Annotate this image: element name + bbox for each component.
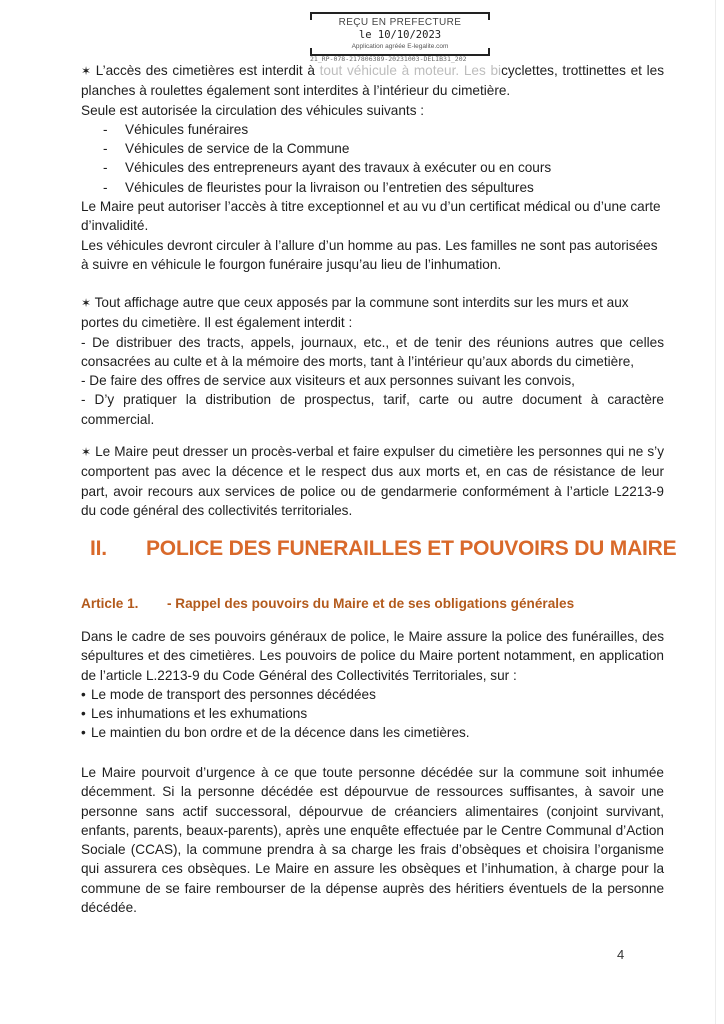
burial-obligation-paragraph: Le Maire pourvoit d’urgence à ce que toute personne décédée sur la commune soit inhumée décemment. Si la personne décédée est dépourvue de ressources suffisantes, à savoir une personne sans actif successoral, dépourvue de créanciers alimentaires (conjoint survivant, enfants, parents, beaux-parents), après une enquête effectuée par le Centre Communal d’Action Sociale (CCAS), la commune prendra à sa charge les frais d’obsèques et choisira l’organisme qui assurera ces obsèques. Le Maire en assure les obsèques et l’inhumation, à charge pour la commune de se faire rembourser de la dépense auprès des héritiers éventuels de la personne décédée.	[81, 765, 664, 916]
bullet-icon: •	[81, 706, 86, 722]
list-item: • Le maintien du bon ordre et de la décence dans les cimetières.	[81, 723, 664, 742]
prefecture-stamp	[310, 8, 490, 50]
stamp-border-top	[310, 12, 490, 14]
vehicle-access-section	[81, 61, 664, 274]
list-item: • Les inhumations et les exhumations	[81, 704, 664, 723]
page-number: 4	[617, 947, 625, 962]
posting-rule-item: - De distribuer des tracts, appels, journaux, etc., et de tenir des réunions autres que celles consacrées au culte et à la mémoire des morts, tant à l’intérieur qu’aux abords du cimetière,	[81, 334, 664, 369]
vehicle-speed-paragraph: Les véhicules devront circuler à l’allure d’un homme au pas. Les familles ne sont pas autorisées à suivre en véhicule le fourgon funéraire jusqu’au lieu de l’inhumation.	[81, 237, 658, 272]
article-title: - Rappel des pouvoirs du Maire et de ses obligations générales	[167, 596, 575, 611]
asterisk-icon: ✶	[81, 296, 92, 310]
allowed-vehicles-intro: Seule est autorisée la circulation des véhicules suivants :	[81, 102, 425, 118]
list-item: - Véhicules de service de la Commune	[81, 139, 664, 158]
mayor-powers-list	[81, 685, 664, 743]
posting-rule-item: - D’y pratiquer la distribution de prospectus, tarif, carte ou autre document à caractère commercial.	[81, 392, 664, 427]
section-title: POLICE DES FUNERAILLES ET POUVOIRS DU MAIRE	[146, 537, 677, 560]
exceptional-access-paragraph: Le Maire peut autoriser l’accès à titre exceptionnel et au vu d’un certificat médical ou d’une carte d’invalidité.	[81, 199, 661, 234]
bullet-icon: •	[81, 686, 86, 702]
asterisk-icon: ✶	[81, 64, 92, 78]
section-number: II.	[90, 537, 107, 560]
stamp-date: le 10/10/2023	[358, 29, 442, 41]
article-number: Article 1.	[81, 596, 139, 611]
article-body	[81, 627, 664, 743]
dash-bullet: -	[103, 121, 108, 137]
vehicle-access-paragraph: ✶ L’accès des cimetières est interdit à tout véhicule à moteur. Les bicyclettes, trottinettes et les planches à roulettes également sont interdites à l’intérieur du cimetière.	[81, 63, 665, 99]
posting-rules-intro: ✶ Tout affichage autre que ceux apposés par la commune sont interdits sur les murs et aux portes du cimetière. Il est également interdit :	[81, 295, 629, 331]
dash-bullet: -	[103, 160, 108, 176]
posting-rules-section	[81, 293, 664, 429]
stamp-title: REÇU EN PREFECTURE	[338, 17, 462, 28]
bullet-icon: •	[81, 725, 86, 741]
police-report-section	[81, 442, 664, 520]
list-item: - Véhicules de fleuristes pour la livraison ou l’entretien des sépultures	[81, 178, 664, 197]
list-item: - Véhicules funéraires	[81, 120, 664, 139]
dash-bullet: -	[103, 179, 108, 195]
list-item: - Véhicules des entrepreneurs ayant des travaux à exécuter ou en cours	[81, 158, 664, 177]
police-report-paragraph: ✶ Le Maire peut dresser un procès-verbal et faire expulser du cimetière les personnes qui ne s’y comportent pas avec la décence et le respect dus aux morts et, en cas de résistance de leur part, avoir recours aux services de police ou de gendarmerie conformément à l’article L2213-9 du code général des collectivités territoriales.	[81, 444, 664, 518]
list-item: • Le mode de transport des personnes décédées	[81, 685, 664, 704]
dash-bullet: -	[103, 141, 108, 157]
stamp-provider: Application agréée E-legalite.com	[351, 43, 449, 50]
mayor-powers-paragraph: Dans le cadre de ses pouvoirs généraux de police, le Maire assure la police des funérailles, des sépultures et des cimetières. Les pouvoirs de police du Maire portent notamment, en application de l’article L.2213-9 du Code Général des Collectivités Territoriales, sur :	[81, 629, 664, 683]
burial-obligation-section	[81, 763, 664, 917]
page-edge	[715, 0, 716, 1024]
stamp-overlapped-text: tout véhicule à moteur. Les bi	[319, 63, 502, 78]
stamp-reference: 21_RP-078-217806389-20231003-DELIB31_202	[310, 55, 467, 63]
asterisk-icon: ✶	[81, 445, 92, 459]
allowed-vehicles-list	[81, 120, 664, 197]
posting-rule-item: - De faire des offres de service aux visiteurs et aux personnes suivant les convois,	[81, 373, 575, 389]
section-heading	[90, 537, 676, 561]
article-heading	[81, 596, 574, 611]
